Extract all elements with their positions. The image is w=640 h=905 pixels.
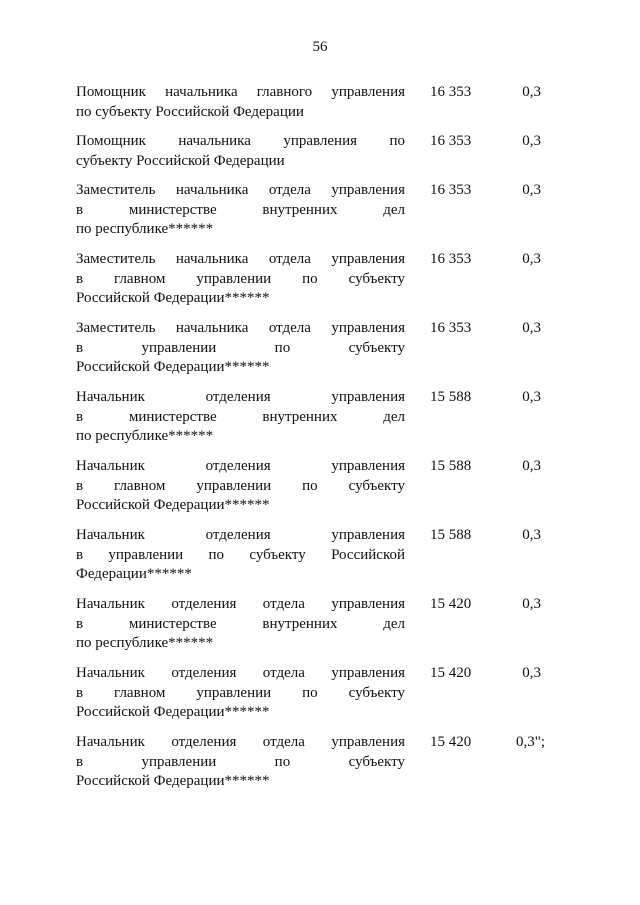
coefficient-value: 0,3"; — [516, 734, 546, 750]
coefficient-value: 0,3 — [522, 182, 541, 198]
table-row — [76, 250, 566, 319]
coefficient-value: 0,3 — [522, 133, 541, 149]
salary-value: 15 588 — [430, 458, 472, 474]
table-row — [76, 733, 566, 802]
table-row — [76, 526, 566, 595]
title-line: Российской Федерации****** — [76, 359, 270, 375]
table-row — [76, 132, 566, 181]
title-line: Заместитель начальника отдела управления — [76, 251, 405, 267]
salary-value: 16 353 — [430, 84, 472, 100]
salary-value: 15 588 — [430, 389, 472, 405]
title-line: по субъекту Российской Федерации — [76, 103, 304, 120]
salary-value: 16 353 — [430, 251, 472, 267]
title-line: Начальник отделения управления — [76, 458, 405, 474]
table-row — [76, 457, 566, 526]
title-line: в главном управлении по субъекту — [76, 477, 405, 494]
title-line: Начальник отделения отдела управления — [76, 665, 405, 681]
salary-value: 15 420 — [430, 734, 472, 750]
page-number: 56 — [312, 39, 328, 55]
position-table — [76, 83, 566, 802]
position-title — [76, 457, 405, 516]
title-line: в главном управлении по субъекту — [76, 270, 405, 287]
salary-value: 16 353 — [430, 133, 472, 149]
title-line: Помощник начальника управления по — [76, 133, 405, 149]
title-line: в управлении по субъекту Российской — [76, 546, 405, 563]
coefficient-value: 0,3 — [522, 665, 541, 681]
title-line: субъекту Российской Федерации — [76, 152, 285, 169]
title-line: Российской Федерации****** — [76, 704, 270, 720]
table-row — [76, 83, 566, 132]
coefficient-value: 0,3 — [522, 527, 541, 543]
title-line: Заместитель начальника отдела управления — [76, 320, 405, 336]
title-line: Начальник отделения управления — [76, 527, 405, 543]
coefficient-value: 0,3 — [522, 389, 541, 405]
table-row — [76, 595, 566, 664]
title-line: Заместитель начальника отдела управления — [76, 182, 405, 198]
position-title — [76, 526, 405, 585]
title-line: в министерстве внутренних дел — [76, 615, 405, 632]
title-line: по республике****** — [76, 635, 214, 651]
salary-value: 15 588 — [430, 527, 472, 543]
title-line: по республике****** — [76, 221, 214, 237]
salary-value: 15 420 — [430, 665, 472, 681]
title-line: Начальник отделения управления — [76, 389, 405, 405]
coefficient-value: 0,3 — [522, 84, 541, 100]
title-line: в министерстве внутренних дел — [76, 408, 405, 425]
title-line: Российской Федерации****** — [76, 497, 270, 513]
position-title — [76, 132, 405, 171]
position-title — [76, 388, 405, 447]
title-line: Российской Федерации****** — [76, 290, 270, 306]
title-line: Помощник начальника главного управления — [76, 84, 405, 100]
position-title — [76, 83, 405, 122]
salary-value: 16 353 — [430, 320, 472, 336]
title-line: по республике****** — [76, 428, 214, 444]
title-line: Начальник отделения отдела управления — [76, 734, 405, 750]
salary-value: 15 420 — [430, 596, 472, 612]
position-title — [76, 664, 405, 723]
title-line: Начальник отделения отдела управления — [76, 596, 405, 612]
coefficient-value: 0,3 — [522, 320, 541, 336]
position-title — [76, 181, 405, 240]
salary-value: 16 353 — [430, 182, 472, 198]
position-title — [76, 733, 405, 792]
table-row — [76, 319, 566, 388]
title-line: в министерстве внутренних дел — [76, 201, 405, 218]
title-line: Российской Федерации****** — [76, 773, 270, 789]
position-title — [76, 319, 405, 378]
title-line: в управлении по субъекту — [76, 339, 405, 356]
title-line: Федерации****** — [76, 566, 192, 582]
coefficient-value: 0,3 — [522, 458, 541, 474]
position-title — [76, 250, 405, 309]
table-row — [76, 388, 566, 457]
table-row — [76, 664, 566, 733]
table-row — [76, 181, 566, 250]
title-line: в управлении по субъекту — [76, 753, 405, 770]
coefficient-value: 0,3 — [522, 596, 541, 612]
coefficient-value: 0,3 — [522, 251, 541, 267]
position-title — [76, 595, 405, 654]
title-line: в главном управлении по субъекту — [76, 684, 405, 701]
